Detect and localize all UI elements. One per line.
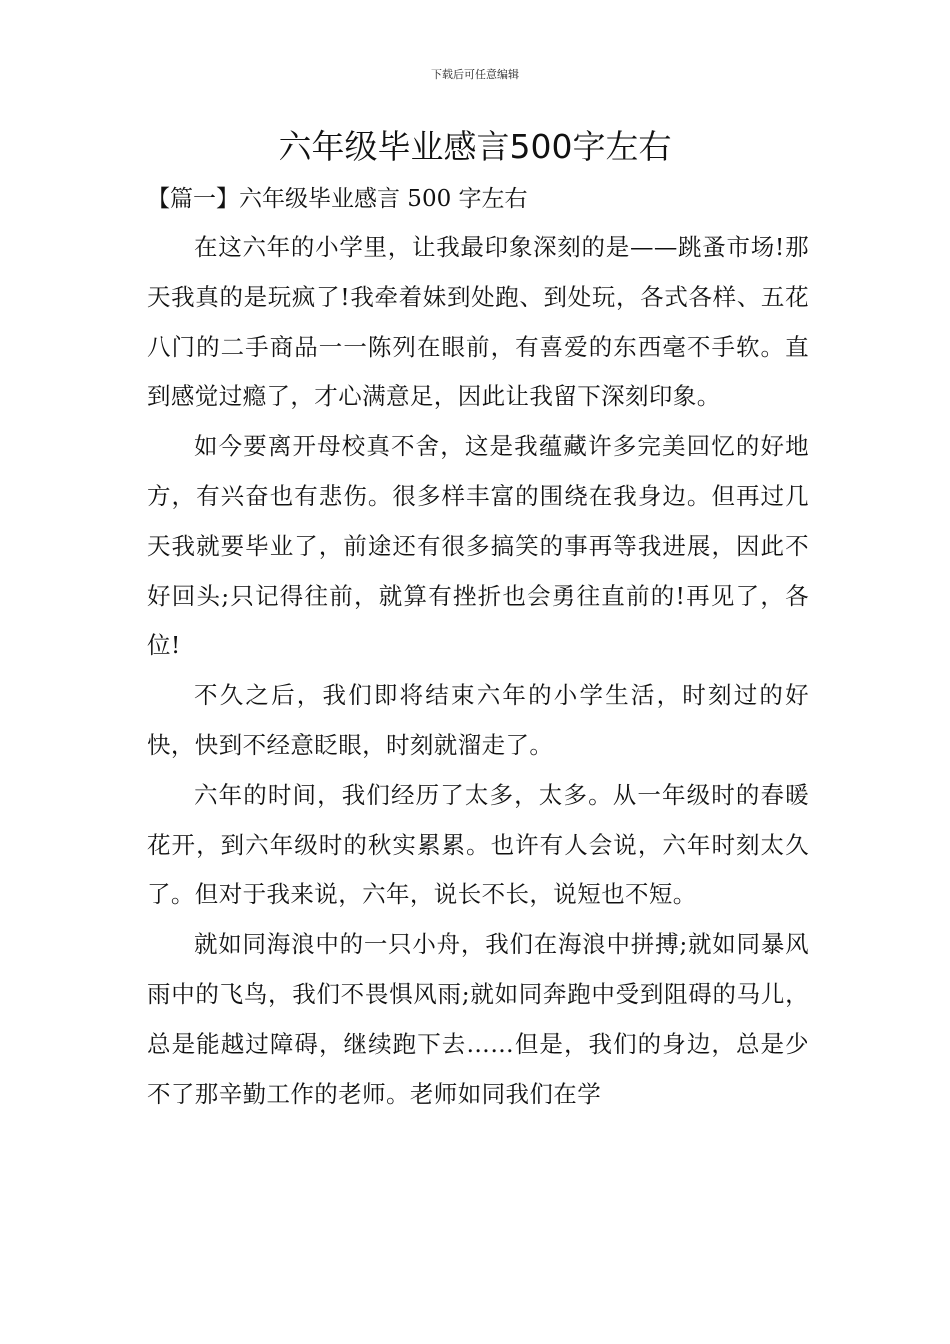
header-note: 下载后可任意编辑 bbox=[431, 68, 519, 81]
page-title: 六年级毕业感言500字左右 bbox=[278, 127, 672, 166]
paragraph: 如今要离开母校真不舍，这是我蕴藏许多完美回忆的好地方，有兴奋也有悲伤。很多样丰富的围绕在我身边。但再过几天我就要毕业了，前途还有很多搞笑的事再等我进展，因此不好回头;只记得往前，就算有挫折也会勇往直前的!再见了，各位! bbox=[147, 432, 809, 660]
paragraph: 不久之后，我们即将结束六年的小学生活，时刻过的好快，快到不经意眨眼，时刻就溜走了。 bbox=[147, 681, 809, 759]
article-body bbox=[147, 223, 809, 1119]
section-heading: 【篇一】六年级毕业感言 500 字左右 bbox=[147, 186, 528, 212]
paragraph: 在这六年的小学里，让我最印象深刻的是——跳蚤市场!那天我真的是玩疯了!我牵着妹到处跑、到处玩，各式各样、五花八门的二手商品一一陈列在眼前，有喜爱的东西毫不手软。直到感觉过瘾了，才心满意足，因此让我留下深刻印象。 bbox=[147, 233, 809, 411]
paragraph: 就如同海浪中的一只小舟，我们在海浪中拼搏;就如同暴风雨中的飞鸟，我们不畏惧风雨;就如同奔跑中受到阻碍的马儿，总是能越过障碍，继续跑下去……但是，我们的身边，总是少不了那辛勤工作的老师。老师如同我们在学 bbox=[147, 930, 809, 1108]
paragraph: 六年的时间，我们经历了太多，太多。从一年级时的春暖花开，到六年级时的秋实累累。也许有人会说，六年时刻太久了。但对于我来说，六年，说长不长，说短也不短。 bbox=[147, 780, 809, 909]
